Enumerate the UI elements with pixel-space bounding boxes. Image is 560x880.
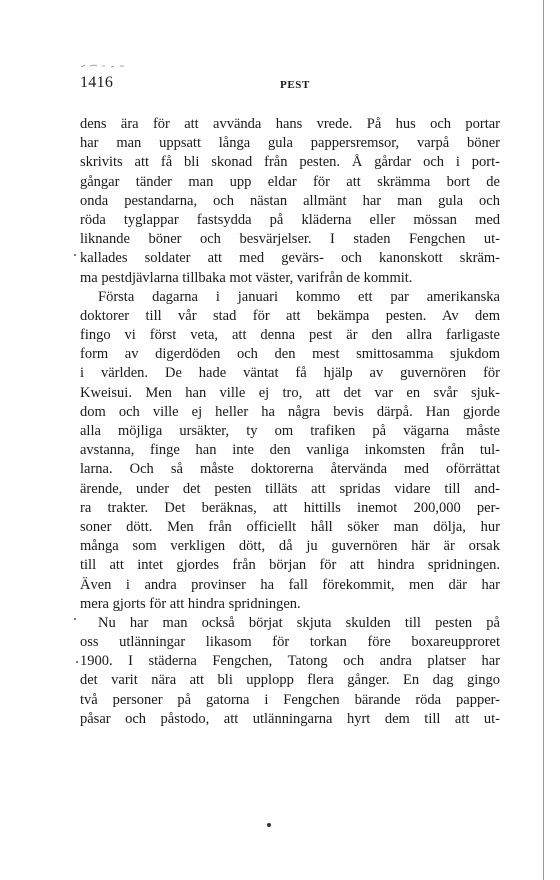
text-line: kallades soldater att med gevärs- och kanonskott skräm- — [80, 250, 500, 267]
text-line: röda tyglappar fastsydda på kläderna eller mössan med — [80, 211, 500, 228]
text-line: många som verkligen dött, då ju guvernören här är orsak — [80, 538, 500, 555]
text-line: två personer på gatorna i Fengchen bärande röda papper- — [80, 691, 500, 708]
text-line: liknande böner och besvärjelser. I staden Fengchen ut- — [80, 231, 500, 248]
page-edge — [543, 0, 544, 880]
text-line: oss utlänningar likasom för torkan före boxareupproret — [80, 634, 500, 651]
text-line: har man uppsatt långa gula pappersremsor, varpå böner — [80, 135, 500, 152]
text-line: 1900. I städerna Fengchen, Tatong och andra platser har — [80, 653, 500, 670]
text-line: dens ära för att avvända hans vrede. På hus och portar — [80, 116, 500, 132]
text-line: doktorer till vår stad för att bekämpa pesten. Av dem — [80, 307, 500, 324]
paragraph-first-line: Första dagarna i januari kommo ett par amerikanska — [98, 288, 500, 305]
text-line: ma pestdjävlarna tillbaka mot väster, varifrån de kommit. — [80, 269, 413, 286]
text-line: i världen. De hade väntat få hjälp av guvernören för — [80, 365, 500, 382]
text-line: Kweisui. Men han ville ej tro, att det var en svår sjuk- — [80, 384, 500, 401]
margin-speck — [74, 618, 76, 620]
paragraph-first-line: Nu har man också börjat skjuta skulden till pesten på — [98, 614, 500, 631]
running-title: PEST — [280, 79, 310, 91]
text-line: onda pestandarna, och nästan allmänt har man gula och — [80, 192, 500, 209]
text-line: skrivits att få bli skonad från pesten. Å gårdar och i port- — [80, 154, 500, 171]
text-line: avstanna, finge han inte den vanliga inkomsten från tul- — [80, 442, 500, 459]
text-line: till att intet gjordes från början för att hindra spridningen. — [80, 557, 500, 574]
text-line: soner dött. Men från officiellt håll söker man dölja, hur — [80, 518, 500, 535]
text-line: dom och ville ej heller ha några bevis därpå. Han gjorde — [80, 403, 500, 420]
text-line: mera gjorts för att hindra spridningen. — [80, 595, 301, 612]
margin-speck — [76, 661, 78, 663]
text-line: Även i andra provinser ha fall förekommit, men där har — [80, 576, 500, 593]
margin-speck — [74, 254, 76, 256]
text-line: ra trakter. Det beräknas, att hittills inemot 200,000 per- — [80, 499, 500, 516]
text-line: påsar och påstodo, att utlänningarna hyrt dem till att ut- — [80, 710, 500, 727]
text-line: det varit nära att bli upplopp flera gånger. En dag gingo — [80, 672, 500, 689]
text-line: fingo vi först veta, att denna pest är den allra farligaste — [80, 327, 500, 344]
footer-ink-dot — [267, 823, 271, 827]
text-line: ärende, under det pesten tilläts att spridas vidare till and- — [80, 480, 500, 497]
text-line: gångar tänder man upp eldar för att skrämma bort de — [80, 173, 500, 190]
text-line: alla möjliga ursäkter, ty om trafiken på vägarna måste — [80, 423, 500, 439]
text-line: form av digerdöden och den mest smittosamma sjukdom — [80, 346, 500, 363]
print-speck — [80, 64, 128, 68]
text-line: larna. Och så måste doktorerna återvända med oförrättat — [80, 461, 500, 478]
page-number: 1416 — [80, 74, 114, 91]
body-text — [80, 115, 500, 729]
